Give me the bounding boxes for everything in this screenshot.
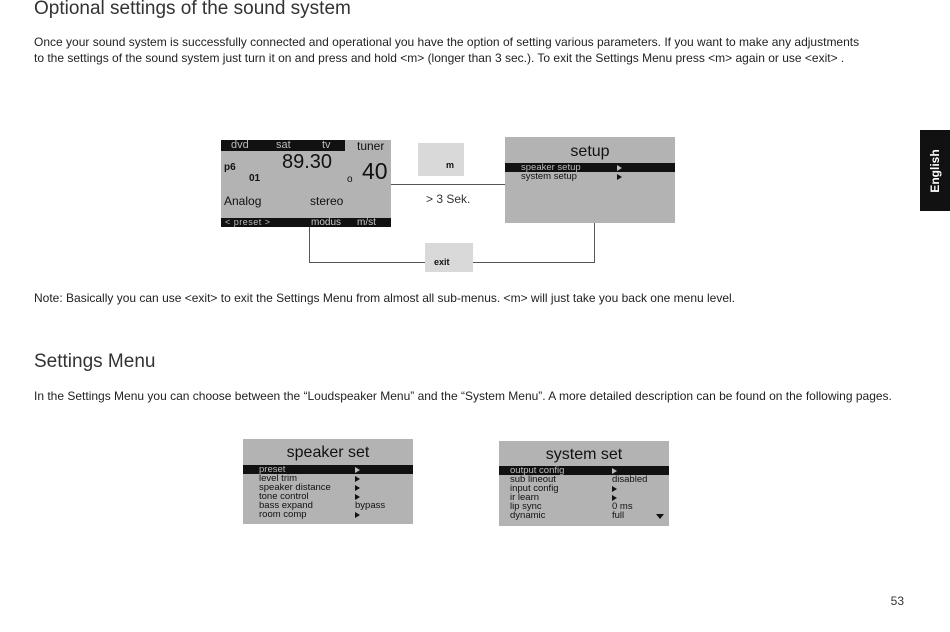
- system-item-value: full: [612, 510, 625, 521]
- setup-menu-item-system-setup: [505, 172, 675, 181]
- exit-button: [425, 243, 473, 272]
- speaker-item-value: bypass: [355, 500, 386, 511]
- settings-menu-heading: Settings Menu: [34, 351, 156, 372]
- lcd-label-tv: tv: [322, 139, 331, 151]
- hold-duration-label: > 3 Sek.: [426, 192, 471, 206]
- connector-setup-down: [594, 223, 595, 263]
- exit-button-label: exit: [434, 257, 450, 267]
- speaker-item-room-comp: [243, 510, 413, 519]
- lcd-display: [221, 140, 391, 227]
- lcd-mst: m/st: [357, 217, 376, 228]
- speaker-set-menu: [243, 439, 413, 524]
- lcd-label-tuner: tuner: [357, 139, 385, 153]
- language-tab: [920, 130, 950, 211]
- connector-lcd-down: [309, 227, 310, 263]
- lcd-label-sat: sat: [276, 139, 291, 151]
- chevron-right-icon: [617, 173, 622, 182]
- lcd-label-dvd: dvd: [231, 139, 249, 151]
- lcd-preset-number: p6: [224, 162, 236, 173]
- lcd-source: Analog: [224, 194, 262, 208]
- system-set-menu: [499, 441, 669, 526]
- setup-menu-item-label: system setup: [521, 171, 577, 182]
- intro-paragraph: [34, 34, 859, 66]
- speaker-item-label: preset: [259, 464, 286, 475]
- system-item-label: output config: [510, 465, 565, 476]
- setup-menu-title: setup: [570, 143, 610, 160]
- speaker-item-label: bass expand: [259, 500, 313, 511]
- settings-description: In the Settings Menu you can choose between the “Loudspeaker Menu” and the “System Menu”. A more detailed description can be found on the following pages.: [34, 389, 892, 403]
- m-button-label: m: [446, 160, 455, 170]
- m-button: [418, 143, 464, 176]
- speaker-item-label: tone control: [259, 491, 309, 502]
- lcd-o-label: o: [347, 174, 353, 185]
- system-set-title: system set: [545, 446, 623, 463]
- page-heading: Optional settings of the sound system: [34, 0, 351, 19]
- connector-lcd-setup: [391, 184, 505, 185]
- lcd-preset-nav: < preset >: [225, 217, 271, 227]
- system-item-label: input config: [510, 483, 559, 494]
- system-item-label: dynamic: [510, 510, 546, 521]
- lcd-preset-sub: 01: [249, 173, 261, 184]
- system-item-label: lip sync: [510, 501, 542, 512]
- lcd-frequency: 89.30: [282, 151, 333, 173]
- lcd-volume: 40: [362, 158, 388, 184]
- system-item-dynamic: [499, 511, 669, 520]
- lcd-modus: modus: [311, 217, 342, 228]
- page-number: 53: [890, 594, 904, 608]
- speaker-item-label: level trim: [259, 473, 298, 484]
- system-item-value: 0 ms: [612, 501, 633, 512]
- lcd-mode: stereo: [310, 194, 344, 208]
- system-item-value: disabled: [612, 474, 648, 485]
- language-tab-label: English: [928, 148, 942, 193]
- chevron-right-icon: [355, 511, 360, 520]
- speaker-item-label: speaker distance: [259, 482, 331, 493]
- system-item-label: sub lineout: [510, 474, 556, 485]
- speaker-item-label: room comp: [259, 509, 307, 520]
- speaker-set-title: speaker set: [286, 444, 370, 461]
- setup-menu-item-label: speaker setup: [521, 162, 581, 173]
- intro-line-1: Once your sound system is successfully connected and operational you have the option of setting various parameters. If you want to make any adjustments: [34, 35, 860, 49]
- system-item-label: ir learn: [510, 492, 540, 503]
- note-paragraph: Note: Basically you can use <exit> to exit the Settings Menu from almost all sub-menus. <m> will just take you back one menu level.: [34, 291, 736, 305]
- intro-line-2: to the settings of the sound system just turn it on and press and hold <m> (longer than 3 sec.). To exit the Settings Menu press <m> again or use <exit> .: [34, 51, 845, 65]
- setup-menu: [505, 137, 675, 223]
- scroll-down-icon: [656, 514, 664, 519]
